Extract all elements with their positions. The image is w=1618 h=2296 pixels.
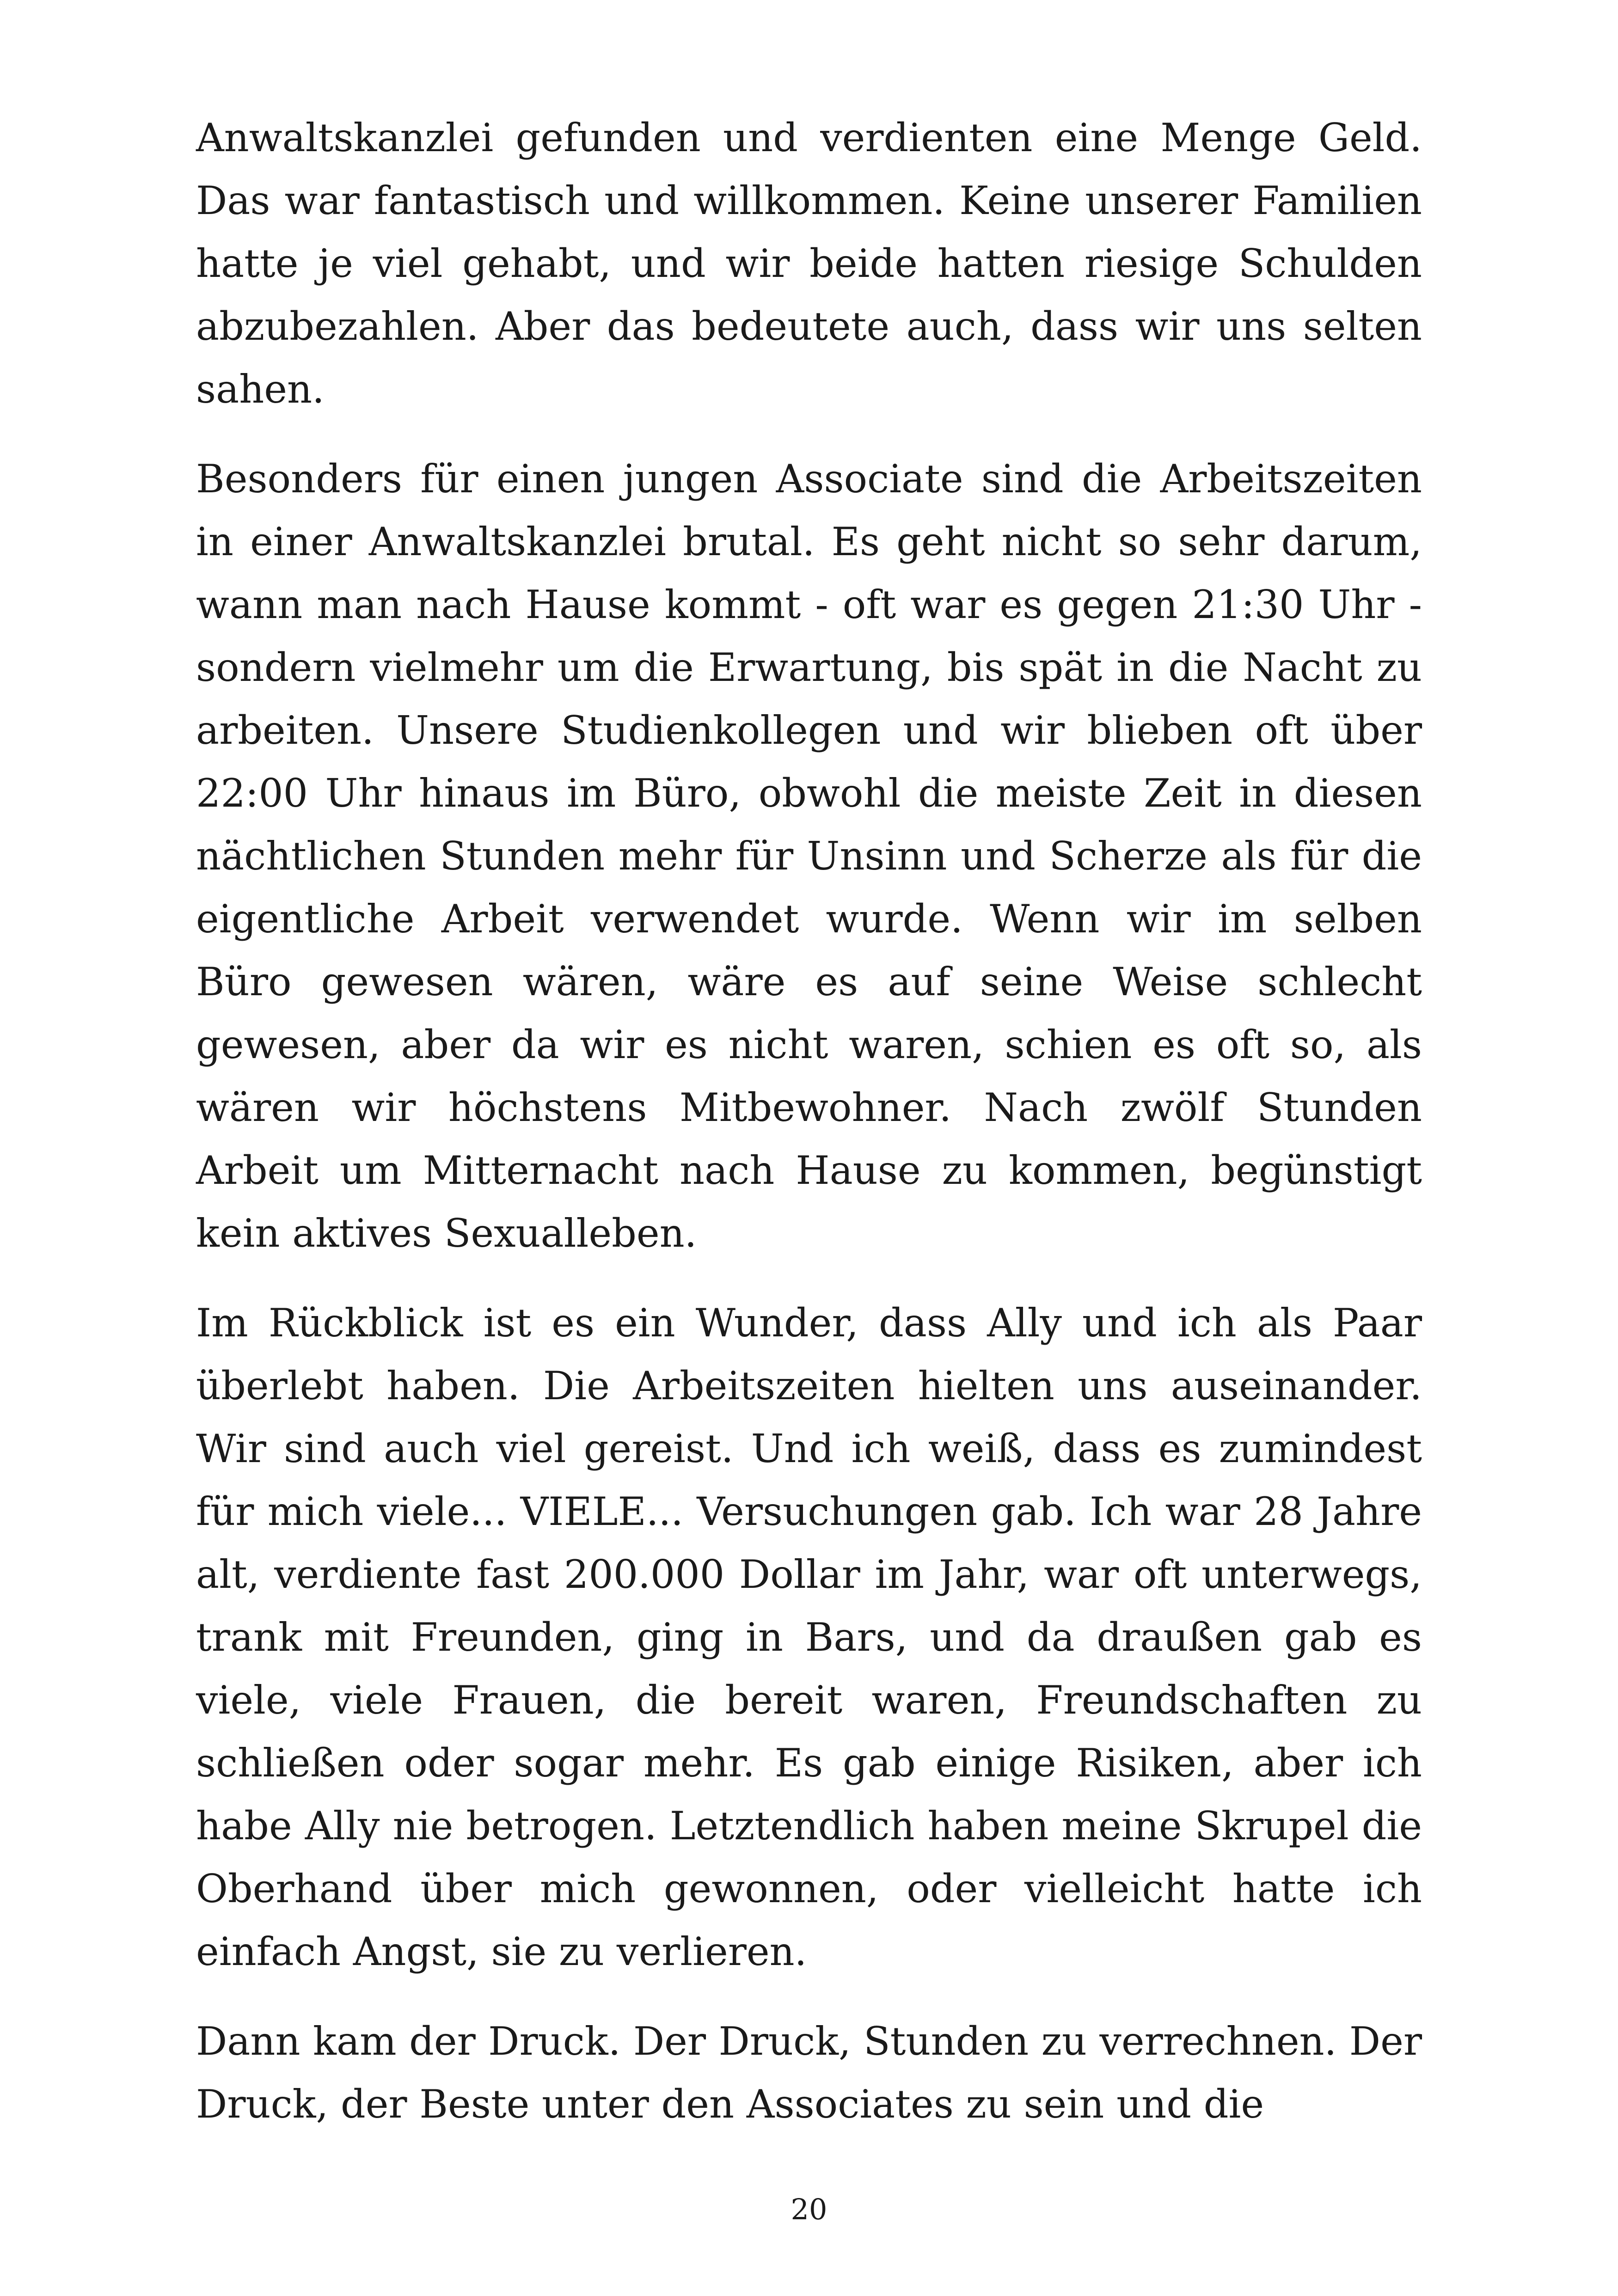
paragraph-3: Im Rückblick ist es ein Wunder, dass Ally und ich als Paar überlebt haben. Die Arbeitszeiten hielten uns auseinander. Wir sind auch viel gereist. Und ich weiß, dass es zumindest für mich viele... VIELE... Versuchungen gab. Ich war 28 Jahre alt, verdiente fast 200.000 Dollar im Jahr, war oft unterwegs, trank mit Freunden, ging in Bars, und da draußen gab es viele, viele Frauen, die bereit waren, Freundschaften zu schließen oder sogar mehr. Es gab einige Risiken, aber ich habe Ally nie betrogen. Letztendlich haben meine Skrupel die Oberhand über mich gewonnen, oder vielleicht hatte ich einfach Angst, sie zu verlieren. [196, 1300, 1422, 1974]
body-text [196, 106, 1422, 2136]
page-number: 20 [791, 2192, 827, 2226]
paragraph-1: Anwaltskanzlei gefunden und verdienten eine Menge Geld. Das war fantastisch und willkommen. Keine unserer Familien hatte je viel gehabt, und wir beide hatten riesige Schulden abzubezahlen. Aber das bedeutete auch, dass wir uns selten sahen. [196, 115, 1422, 412]
paragraph-2: Besonders für einen jungen Associate sind die Arbeitszeiten in einer Anwaltskanzlei brutal. Es geht nicht so sehr darum, wann man nach Hause kommt - oft war es gegen 21:30 Uhr - sondern vielmehr um die Erwartung, bis spät in die Nacht zu arbeiten. Unsere Studienkollegen und wir blieben oft über 22:00 Uhr hinaus im Büro, obwohl die meiste Zeit in diesen nächtlichen Stunden mehr für Unsinn und Scherze als für die eigentliche Arbeit verwendet wurde. Wenn wir im selben Büro gewesen wären, wäre es auf seine Weise schlecht gewesen, aber da wir es nicht waren, schien es oft so, als wären wir höchstens Mitbewohner. Nach zwölf Stunden Arbeit um Mitternacht nach Hause zu kommen, begünstigt kein aktives Sexualleben. [196, 456, 1422, 1256]
paragraph-4: Dann kam der Druck. Der Druck, Stunden zu verrechnen. Der Druck, der Beste unter den Associates zu sein und die [196, 2019, 1422, 2127]
